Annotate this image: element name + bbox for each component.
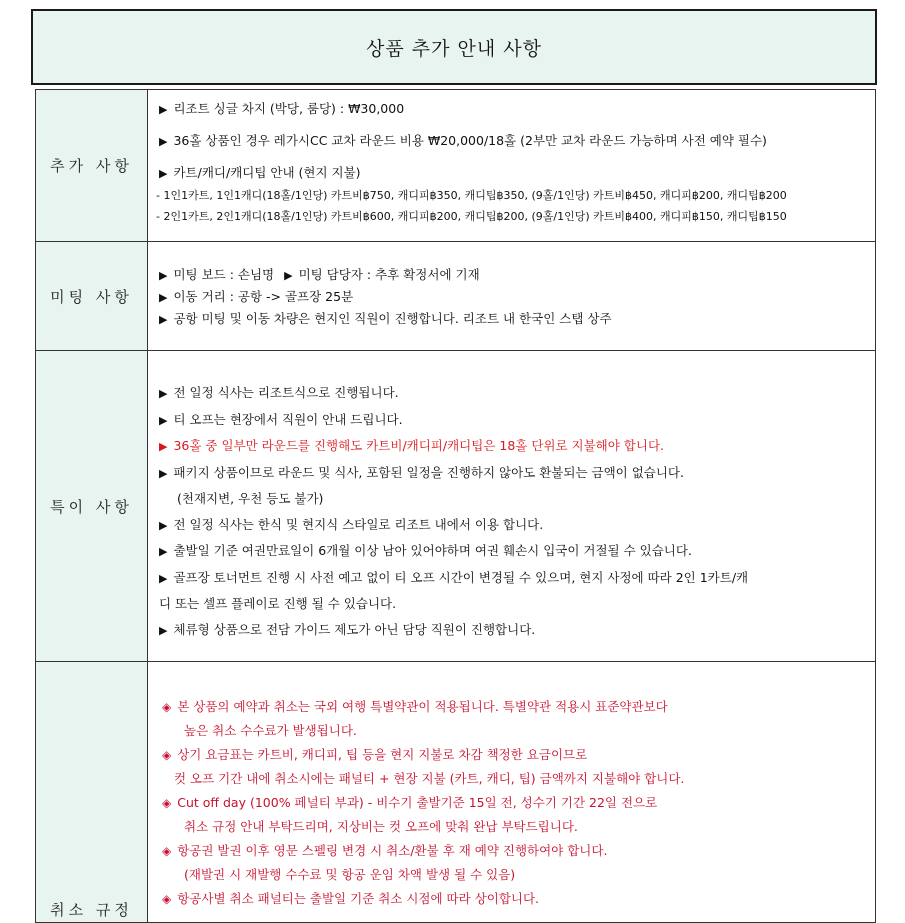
row-cancel [36,662,875,923]
triangle-right-icon: ▶ [159,545,168,558]
policy-item: ◈ 항공권 발권 이후 영문 스펠링 변경 시 취소/환불 후 재 예약 진행하여야 합니다. [162,839,875,863]
policy-item: ◈ 항공사별 취소 패널티는 출발일 기준 취소 시점에 따라 상이합니다. [162,887,875,911]
row-label-meeting: 미팅 사항 [36,242,148,350]
triangle-right-icon: ▶ [159,103,168,116]
info-table [35,89,876,923]
triangle-right-icon: ▶ [284,269,293,282]
list-item: ▶ 골프장 토너먼트 진행 시 사전 예고 없이 티 오프 시간이 변경될 수 있으며, 현지 사정에 따라 2인 1카트/캐 [159,565,875,592]
list-item: - 2인1카트, 2인1캐디(18홀/1인당) 카트비฿600, 캐디피฿200, 캐디팁฿200, (9홀/1인당) 카트비฿400, 캐디피฿150, 캐디팁฿150 [156,210,787,223]
triangle-right-icon: ▶ [159,413,168,427]
triangle-right-icon: ▶ [159,313,168,326]
triangle-right-icon: ▶ [159,623,168,637]
list-item: ▶ 공항 미팅 및 이동 차량은 현지인 직원이 진행합니다. 리조트 내 한국인 스탭 상주 [159,308,875,330]
list-item: ▶ 미팅 보드 : 손님명 ▶ 미팅 담당자 : 추후 확정서에 기재 [159,264,875,286]
policy-item-continuation: 높은 취소 수수료가 발생됩니다. [184,723,357,738]
row-content-cancel [148,662,875,922]
list-item: ▶ 전 일정 식사는 리조트식으로 진행됩니다. [159,380,875,407]
list-item: ▶ 카트/캐디/캐디팁 안내 (현지 지불) [159,164,875,183]
list-item: ▶ 이동 거리 : 공항 -> 골프장 25분 [159,286,875,308]
list-item-continuation: (천재지변, 우천 등도 불가) [177,491,324,506]
diamond-bullet-icon: ◈ [162,796,172,810]
title-box [31,9,877,85]
list-item: ▶ 티 오프는 현장에서 직원이 안내 드립니다. [159,407,875,434]
triangle-right-icon: ▶ [159,291,168,304]
list-item: ▶ 체류형 상품으로 전담 가이드 제도가 아닌 담당 직원이 진행합니다. [159,617,875,644]
list-item: ▶ 36홀 상품인 경우 레가시CC 교차 라운드 비용 ₩20,000/18홀 (2부만 교차 라운드 가능하며 사전 예약 필수) [159,132,875,151]
list-item: - 1인1카트, 1인1캐디(18홀/1인당) 카트비฿750, 캐디피฿350, 캐디팁฿350, (9홀/1인당) 카트비฿450, 캐디피฿200, 캐디팁฿200 [156,189,787,202]
triangle-right-icon: ▶ [159,466,168,480]
list-item: ▶ 출발일 기준 여권만료일이 6개월 이상 남아 있어야하며 여권 훼손시 입국이 거절될 수 있습니다. [159,538,875,565]
warning-item: ▶ 36홀 중 일부만 라운드를 진행해도 카트비/캐디피/캐디팁은 18홀 단위로 지불해야 합니다. [159,433,875,460]
list-item-continuation: 디 또는 셀프 플레이로 진행 될 수 있습니다. [159,596,397,611]
row-special [36,351,875,662]
triangle-right-icon: ▶ [159,135,168,148]
policy-item: ◈ Cut off day (100% 페널티 부과) - 비수기 출발기준 15일 전, 성수기 기간 22일 전으로 [162,791,875,815]
triangle-right-icon: ▶ [159,387,168,400]
list-item: ▶ 패키지 상품이므로 라운드 및 식사, 포함된 일정을 진행하지 않아도 환불되는 금액이 없습니다. [159,460,875,487]
list-item: ▶ 리조트 싱글 차지 (박당, 룸당) : ₩30,000 [159,100,875,119]
row-extra [36,90,875,242]
list-item: ▶ 전 일정 식사는 한식 및 현지식 스타일로 리조트 내에서 이용 합니다. [159,512,875,539]
triangle-right-icon: ▶ [159,167,168,180]
diamond-bullet-icon: ◈ [162,748,172,762]
policy-item: ◈ 상기 요금표는 카트비, 캐디피, 팁 등을 현지 지불로 차감 책정한 요금이므로 [162,743,875,767]
row-label-cancel: 취소 규정 [36,662,148,922]
page-title: 상품 추가 안내 사항 [366,37,542,60]
row-label-extra: 추가 사항 [36,90,148,241]
row-meeting [36,242,875,351]
row-content-extra [148,90,875,241]
row-content-meeting [148,242,875,350]
policy-item-continuation: 취소 규정 안내 부탁드리며, 지상비는 컷 오프에 맞춰 완납 부탁드립니다. [184,819,578,834]
triangle-right-icon: ▶ [159,571,168,585]
row-label-special: 특이 사항 [36,351,148,661]
diamond-bullet-icon: ◈ [162,700,172,714]
policy-item: ◈ 본 상품의 예약과 취소는 국외 여행 특별약관이 적용됩니다. 특별약관 적용시 표준약관보다 [162,695,875,719]
diamond-bullet-icon: ◈ [162,892,172,906]
triangle-right-icon: ▶ [159,518,168,532]
triangle-right-icon: ▶ [159,440,168,453]
diamond-bullet-icon: ◈ [162,844,172,858]
triangle-right-icon: ▶ [159,269,168,282]
policy-item-continuation: (재발권 시 재발행 수수료 및 항공 운임 차액 발생 될 수 있음) [184,867,516,882]
row-content-special [148,351,875,661]
policy-item-continuation: 컷 오프 기간 내에 취소시에는 패널티 + 현장 지불 (카트, 캐디, 팁) 금액까지 지불해야 합니다. [174,771,685,786]
